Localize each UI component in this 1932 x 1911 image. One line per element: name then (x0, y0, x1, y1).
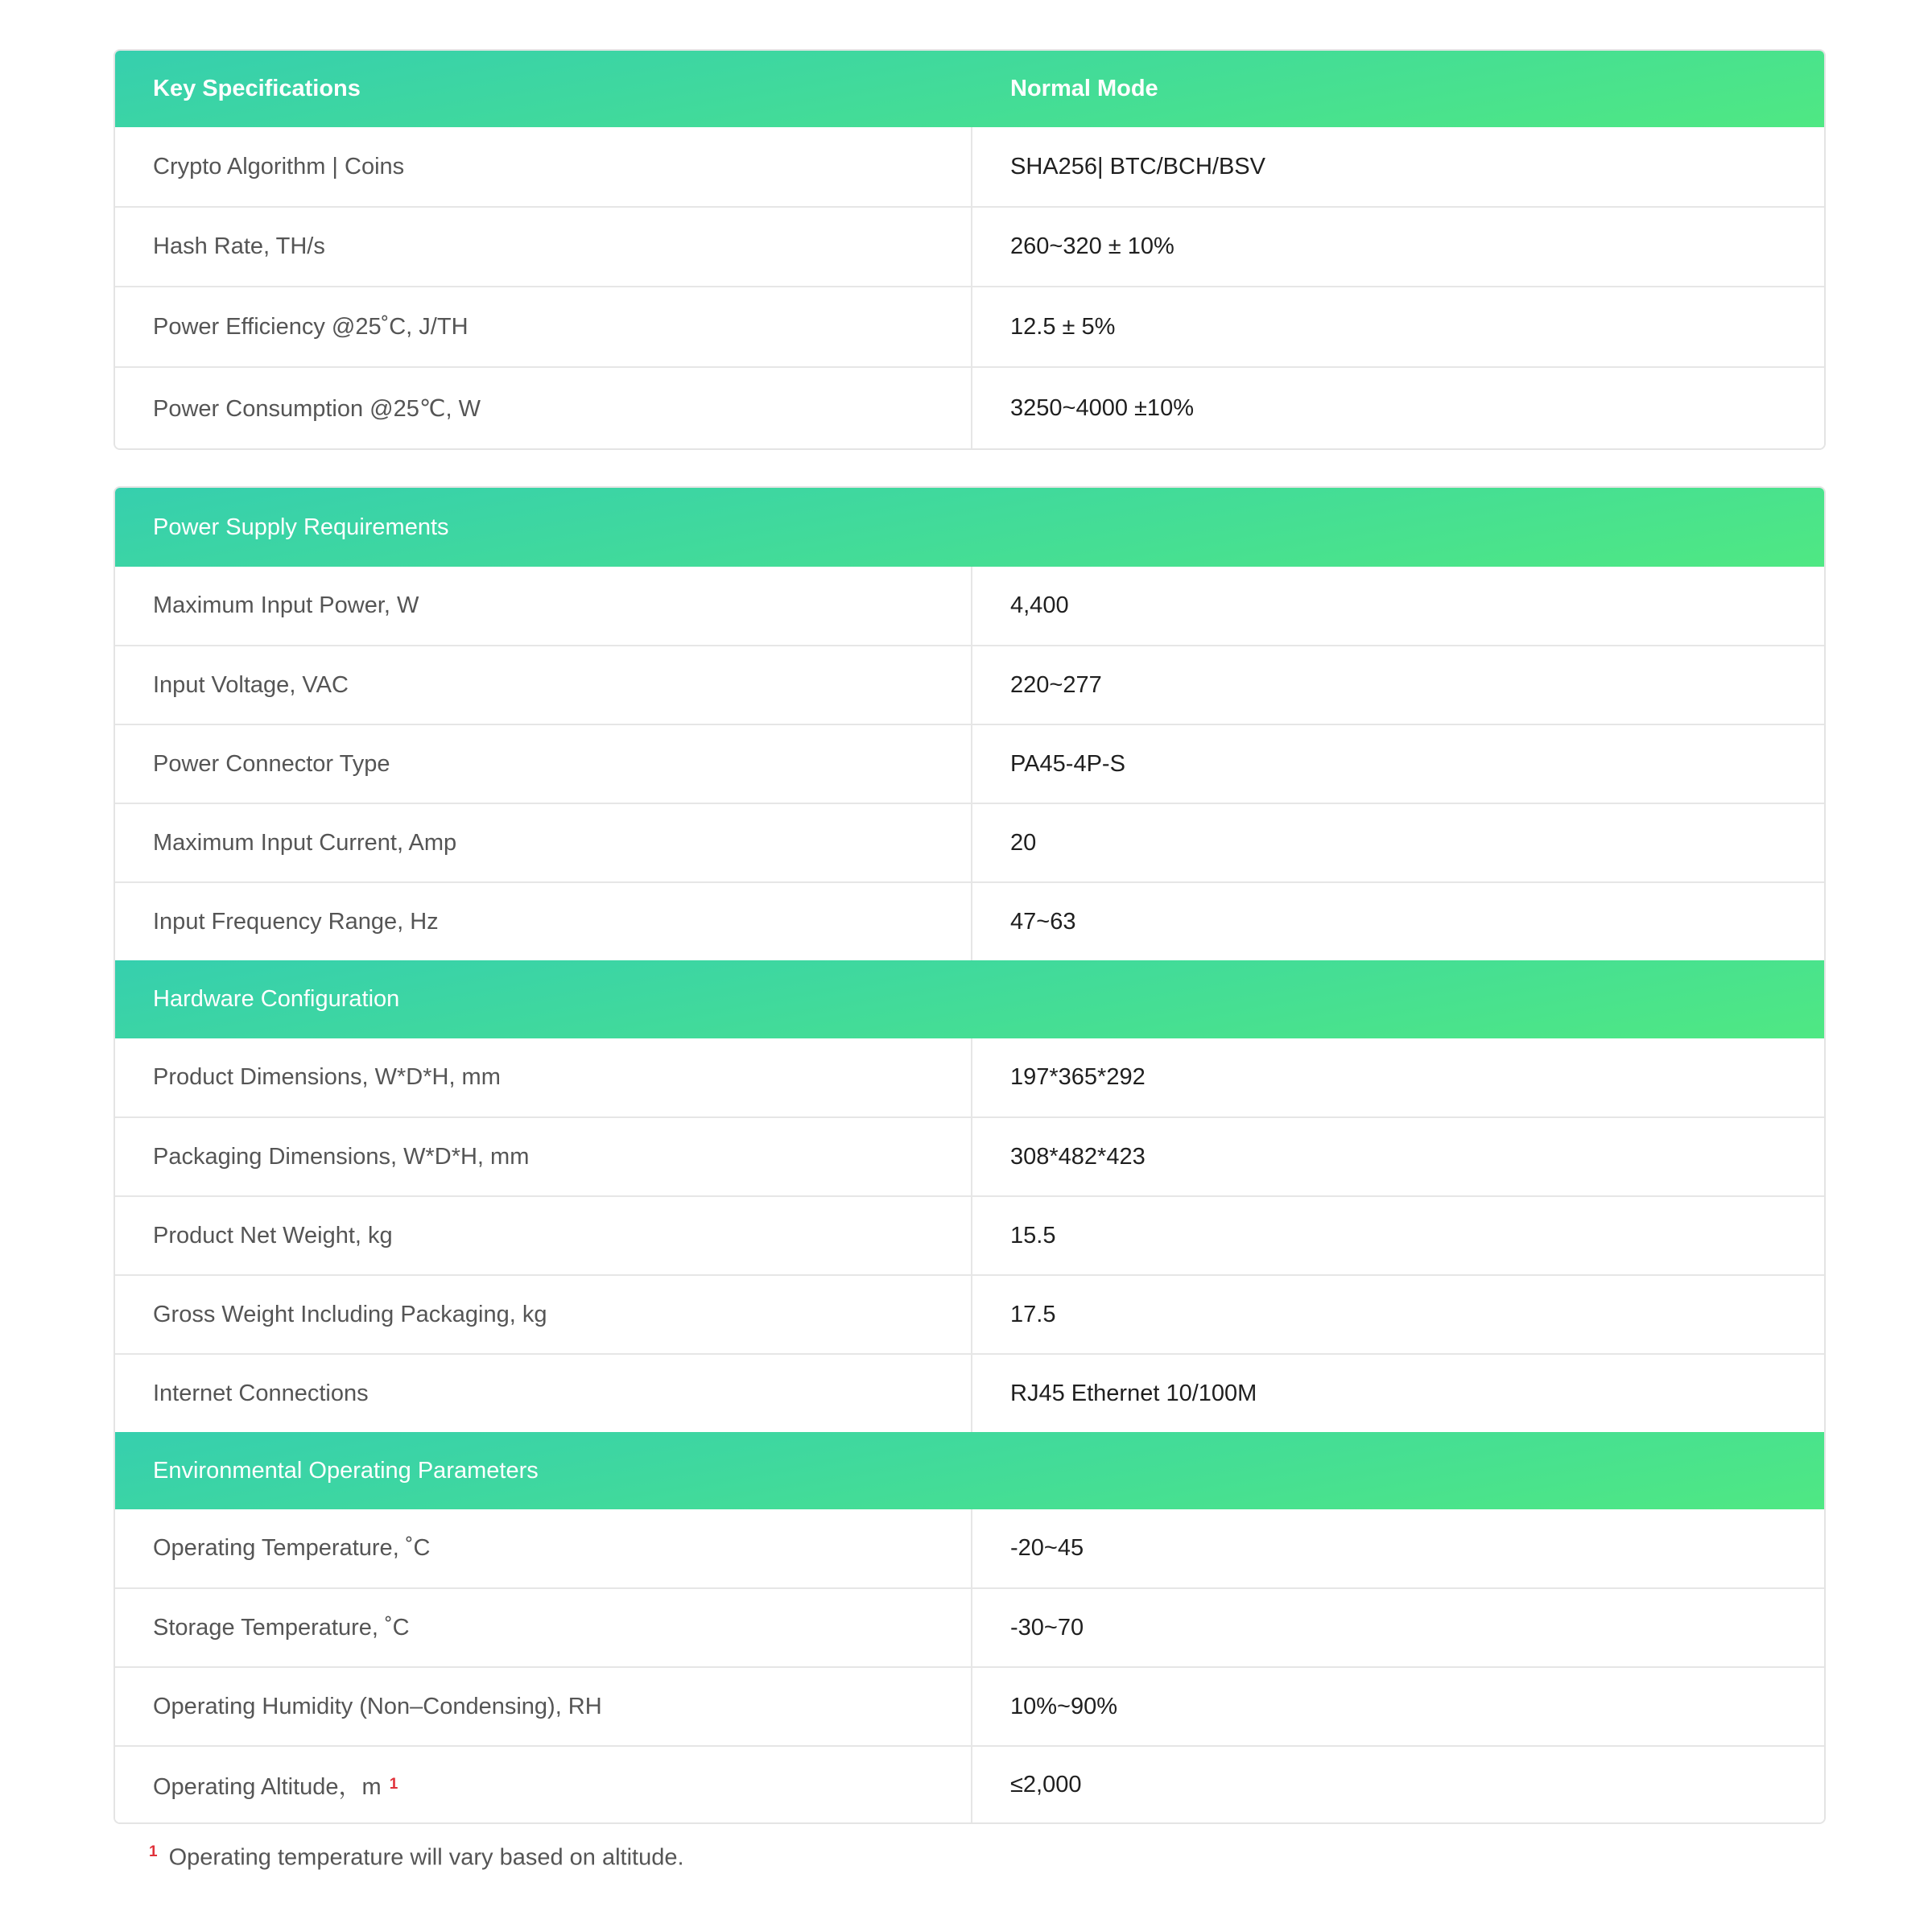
row-value: -20~45 (1010, 1535, 1084, 1561)
row-value: SHA256| BTC/BCH/BSV (1010, 153, 1265, 180)
row-label: Power Connector Type (115, 725, 972, 803)
key-specifications-header (115, 51, 1824, 127)
row-value: 17.5 (1010, 1301, 1056, 1327)
row-value: RJ45 Ethernet 10/100M (1010, 1380, 1257, 1406)
row-label: Maximum Input Current, Amp (115, 804, 972, 881)
table-row (115, 1587, 1824, 1666)
table-row (115, 567, 1824, 645)
row-label: Input Voltage, VAC (115, 646, 972, 724)
row-value: -30~70 (1010, 1614, 1084, 1641)
row-label: Hash Rate, TH/s (115, 208, 972, 286)
section-title: Power Supply Requirements (153, 514, 449, 540)
row-label: Input Frequency Range, Hz (115, 883, 972, 960)
section-header-hardware-configuration (115, 960, 1824, 1038)
row-value: 47~63 (1010, 908, 1076, 935)
table-row (115, 286, 1824, 366)
section-title: Environmental Operating Parameters (153, 1457, 539, 1484)
row-label: Gross Weight Including Packaging, kg (115, 1276, 972, 1353)
section-title: Hardware Configuration (153, 986, 400, 1012)
table-row (115, 803, 1824, 881)
table-row (115, 724, 1824, 803)
row-label: Operating Temperature, ˚C (115, 1509, 972, 1587)
footnote-mark: 1 (149, 1843, 158, 1860)
header-key-specifications: Key Specifications (153, 76, 361, 101)
footnote-text: Operating temperature will vary based on altitude. (168, 1844, 684, 1871)
table-row (115, 206, 1824, 286)
row-label: Packaging Dimensions, W*D*H, mm (115, 1118, 972, 1195)
row-value: ≤2,000 (1010, 1771, 1082, 1797)
footnote (149, 1843, 684, 1872)
row-label: Internet Connections (115, 1355, 972, 1432)
row-value: 10%~90% (1010, 1693, 1118, 1719)
row-value: 220~277 (1010, 671, 1102, 698)
table-row (115, 1038, 1824, 1116)
table-row (115, 366, 1824, 448)
row-label: Power Efficiency @25˚C, J/TH (115, 287, 972, 366)
row-label: Maximum Input Power, W (115, 567, 972, 645)
row-label: Power Consumption @25℃, W (115, 368, 972, 448)
row-value: 3250~4000 ±10% (1010, 394, 1194, 421)
table-row (115, 1195, 1824, 1274)
table-row (115, 1116, 1824, 1195)
table-row (115, 1509, 1824, 1587)
row-value: 197*365*292 (1010, 1064, 1146, 1090)
row-value: 308*482*423 (1010, 1143, 1146, 1170)
footnote-reference: 1 (389, 1776, 398, 1793)
key-specifications-table (114, 49, 1826, 450)
row-value: 260~320 ± 10% (1010, 233, 1174, 259)
header-normal-mode: Normal Mode (1010, 76, 1158, 101)
row-label: Operating Altitude，m (153, 1773, 382, 1800)
row-label-with-footnote (115, 1747, 972, 1822)
row-value: PA45-4P-S (1010, 750, 1125, 777)
row-label: Product Net Weight, kg (115, 1197, 972, 1274)
section-header-power-supply (115, 488, 1824, 567)
table-row (115, 1274, 1824, 1353)
row-label: Operating Humidity (Non–Condensing), RH (115, 1668, 972, 1745)
row-value: 15.5 (1010, 1222, 1056, 1249)
table-row (115, 1666, 1824, 1745)
table-row (115, 127, 1824, 206)
table-row (115, 881, 1824, 960)
table-row (115, 1353, 1824, 1432)
table-row (115, 1745, 1824, 1822)
row-value: 4,400 (1010, 592, 1069, 618)
row-value: 20 (1010, 829, 1037, 856)
row-label: Product Dimensions, W*D*H, mm (115, 1038, 972, 1116)
section-header-environmental-parameters (115, 1432, 1824, 1509)
detailed-specifications-table (114, 486, 1826, 1824)
row-value: 12.5 ± 5% (1010, 313, 1116, 340)
table-row (115, 645, 1824, 724)
row-label: Storage Temperature, ˚C (115, 1589, 972, 1666)
row-label: Crypto Algorithm | Coins (115, 127, 972, 206)
